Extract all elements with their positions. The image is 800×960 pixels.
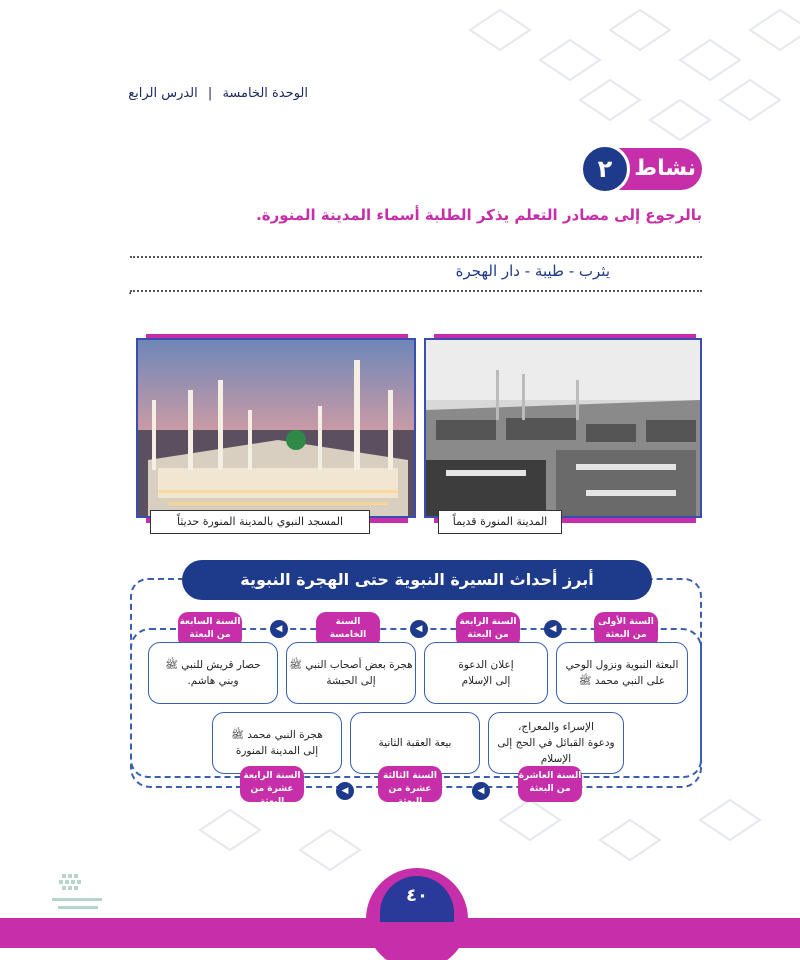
photo-old-caption: المدينة المنورة قديماً: [438, 510, 562, 534]
event-box: [556, 642, 688, 704]
tag-line: السنة الخامسة: [329, 617, 367, 640]
event-box: [424, 642, 548, 704]
event-line: إعلان الدعوة: [458, 659, 514, 671]
activity-label: نشاط: [634, 156, 696, 181]
event-line: على النبي محمد ﷺ: [578, 675, 666, 687]
answer-trailing-dot: .: [128, 282, 133, 298]
activity-question: بالرجوع إلى مصادر التعلم يذكر الطلبة أسماء المدينة المنورة.: [256, 206, 702, 224]
event-box: [148, 642, 278, 704]
lesson-label: الدرس الرابع: [128, 86, 198, 101]
answer-text: يثرب - طيبة - دار الهجرة: [455, 262, 610, 280]
tag-line: السنة العاشرة: [518, 771, 582, 781]
event-line: ودعوة القبائل في الحج إلى: [497, 737, 615, 749]
timeline-arrow-icon: ◀: [544, 620, 562, 638]
timeline-arrow-icon: ◀: [336, 782, 354, 800]
unit-label: الوحدة الخامسة: [222, 86, 308, 101]
event-box: [212, 712, 342, 774]
tag-line: السنة الرابعة: [243, 771, 301, 781]
old-medina-image: [426, 340, 700, 516]
tag-year-14: [240, 766, 304, 807]
unit-lesson-header: [128, 86, 308, 101]
tag-line: السنة السابعة: [179, 617, 241, 627]
event-box: [350, 712, 480, 774]
tag-line: عشرة من البعثة: [250, 784, 294, 807]
event-line: هجرة بعض أصحاب النبي ﷺ: [289, 659, 413, 671]
activity-number: ٢: [580, 144, 630, 194]
answer-dotted-line-2: [130, 290, 702, 292]
tag-line: السنة الرابعة: [459, 617, 517, 627]
event-line: حصار قريش للنبي ﷺ: [165, 659, 261, 671]
page-number: ٤٠: [380, 876, 454, 922]
event-box: [286, 642, 416, 704]
tag-year-10: [518, 766, 582, 802]
answer-dotted-line-1: [130, 256, 702, 258]
tag-line: من البعثة: [467, 630, 509, 640]
timeline-arrow-icon: ◀: [270, 620, 288, 638]
event-line: وبني هاشم.: [187, 675, 239, 687]
tag-year-13: [378, 766, 442, 807]
ministry-logo-icon: [22, 872, 122, 916]
event-line: إلى الحبشة: [326, 675, 376, 687]
timeline-title: أبرز أحداث السيرة النبوية حتى الهجرة النبوية: [182, 560, 652, 600]
event-line: إلى الإسلام: [461, 675, 511, 687]
tag-line: السنة الثالثة: [383, 771, 437, 781]
event-box: [488, 712, 624, 774]
event-line: هجرة النبي محمد ﷺ: [231, 729, 323, 741]
timeline-arrow-icon: ◀: [472, 782, 490, 800]
event-line: بيعة العقبة الثانية: [378, 737, 452, 749]
mosque-modern-image: [138, 340, 414, 516]
event-line: الإسلام: [540, 753, 572, 765]
tag-line: من البعثة: [605, 630, 647, 640]
event-line: إلى المدينة المنورة: [235, 745, 319, 757]
photo-old-frame: [424, 338, 702, 518]
tag-line: من البعثة: [529, 784, 571, 794]
event-line: الإسراء والمعراج،: [518, 721, 594, 733]
event-line: البعثة النبوية ونزول الوحي: [565, 659, 679, 671]
tag-line: السنة الأولى: [598, 617, 654, 627]
tag-line: من البعثة: [189, 630, 231, 640]
header-separator: |: [207, 86, 213, 101]
timeline-arrow-icon: ◀: [410, 620, 428, 638]
photo-new-caption: المسجد النبوي بالمدينة المنورة حديثاً: [150, 510, 370, 534]
tag-line: عشرة من البعثة: [388, 784, 432, 807]
photo-new-frame: [136, 338, 416, 518]
